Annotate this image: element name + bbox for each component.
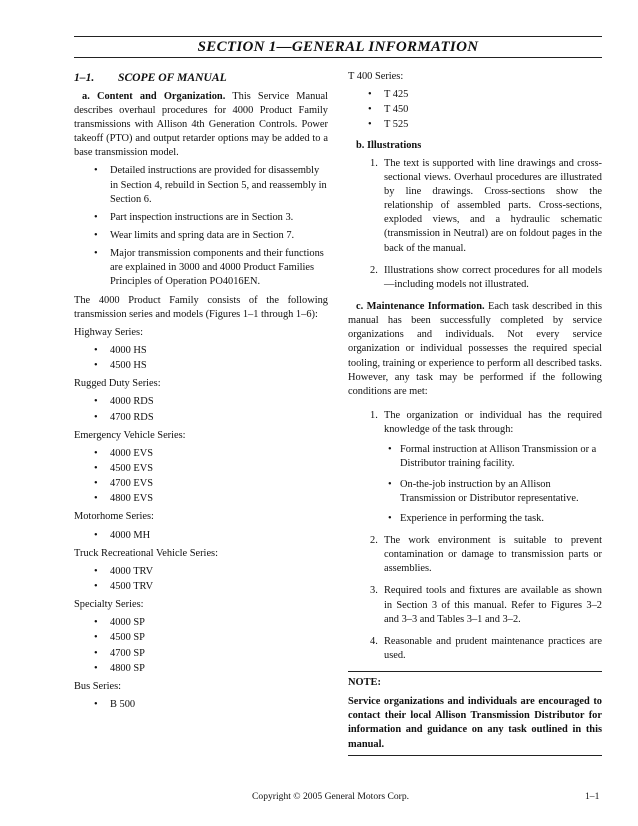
section-title: SECTION 1—GENERAL INFORMATION — [197, 38, 479, 55]
series-models-list — [74, 529, 328, 543]
condition-text: The work environment is suitable to prevent contamination or damage to transmission parts or assemblies. — [384, 534, 602, 575]
note-box — [348, 671, 602, 756]
maintenance-paragraph — [348, 300, 602, 399]
right-column — [348, 70, 602, 756]
model-item: • 4500 HS — [74, 359, 328, 373]
content-subhead: a. Content and Organization. — [82, 90, 226, 102]
condition-item — [348, 584, 602, 626]
model-item: • 4700 RDS — [74, 411, 328, 425]
model-item: • 4000 HS — [74, 344, 328, 358]
series-label: Motorhome Series: — [74, 511, 154, 523]
series-label: Emergency Vehicle Series: — [74, 429, 186, 441]
content-bullet-item: • Wear limits and spring data are in Section 7. — [74, 229, 328, 243]
series-label: Bus Series: — [74, 680, 122, 692]
content-bullet-item: • Major transmission components and their functions are explained in 3000 and 4000 Product Families Principles of Operation PO4016EN. — [74, 247, 328, 289]
model-item: • 4700 EVS — [74, 477, 328, 491]
series-models-list — [74, 344, 328, 373]
model-item: • T 525 — [348, 118, 602, 132]
series-label: Rugged Duty Series: — [74, 378, 161, 390]
t400-label: T 400 Series: — [348, 71, 404, 82]
condition-item: 1. The organization or individual has the required knowledge of the task through: • Formal instruction at Allison Transmission or a Distributor training facility. • On-the-job instruction by an Allison Transmission or Distributor representative. • Experience in performing the task. — [348, 409, 602, 526]
model-item: • 4800 EVS — [74, 492, 328, 506]
model-item: • B 500 — [74, 698, 328, 712]
content-bullet-item: • Part inspection instructions are in Section 3. — [74, 211, 328, 225]
knowledge-item: • On-the-job instruction by an Allison Transmission or Distributor representative. — [384, 478, 602, 506]
model-item: • T 450 — [348, 103, 602, 117]
series-group — [74, 429, 328, 507]
knowledge-item: • Experience in performing the task. — [384, 512, 602, 526]
knowledge-sub-list — [384, 443, 602, 526]
condition-item — [348, 534, 602, 576]
model-item: • 4000 SP — [74, 616, 328, 630]
series-models-list — [74, 565, 328, 594]
series-group — [74, 598, 328, 676]
conditions-list — [348, 409, 602, 663]
series-label: Truck Recreational Vehicle Series: — [74, 547, 218, 559]
model-item: • 4000 TRV — [74, 565, 328, 579]
model-item: • T 425 — [348, 88, 602, 102]
illustration-item — [348, 157, 602, 256]
series-models-list — [74, 447, 328, 507]
illustration-text: The text is supported with line drawings and cross-sectional views. Overhaul procedures are illustrated by line drawings. Cross-sections show the relationship of assembled parts. Cross-sections, exploded views, and a hydraulic schematic (transmission in Neutral) are on foldout pages in the back of the manual. — [384, 157, 602, 254]
series-group — [74, 326, 328, 373]
model-item: • 4500 EVS — [74, 462, 328, 476]
model-item: • 4000 EVS — [74, 447, 328, 461]
condition-text: Reasonable and prudent maintenance practices are used. — [384, 635, 602, 661]
series-models-list — [74, 698, 328, 712]
series-group — [74, 680, 328, 712]
series-group — [74, 377, 328, 424]
item-number: 1. — [370, 157, 378, 169]
section-header — [74, 36, 602, 58]
condition-text: The organization or individual has the required knowledge of the task through: — [384, 409, 602, 436]
item-number: 3. — [370, 585, 378, 597]
series-label: Highway Series: — [74, 326, 143, 338]
knowledge-item: • Formal instruction at Allison Transmission or a Distributor training facility. — [384, 443, 602, 471]
note-body: Service organizations and individuals are encouraged to contact their local Allison Transmission Distributor for information and guidance on any task outlined in this manual. — [348, 696, 602, 750]
left-column — [74, 70, 328, 716]
item-number: 2. — [370, 264, 378, 276]
t400-models-list — [348, 88, 602, 132]
content-paragraph — [74, 90, 328, 161]
illustrations-list — [348, 157, 602, 292]
content-bullet-item: • Detailed instructions are provided for disassembly in Section 4, rebuild in Section 5, and reassembly in Section 6. — [74, 164, 328, 206]
condition-text: Required tools and fixtures are available as shown in Section 3 of this manual. Refer to Figures 3–2 and 3–3 and Tables 3–1 and 3–2. — [384, 585, 602, 625]
model-item: • 4000 RDS — [74, 395, 328, 409]
illustrations-subhead: b. Illustrations — [356, 139, 422, 151]
series-models-list — [74, 395, 328, 424]
illustration-item — [348, 264, 602, 292]
note-title: NOTE: — [348, 677, 381, 689]
illustration-text: Illustrations show correct procedures for all models—including models not illustrated. — [384, 264, 602, 290]
item-number: 2. — [370, 534, 378, 546]
series-models-list — [74, 616, 328, 676]
series-group — [74, 510, 328, 542]
copyright-text: Copyright © 2005 General Motors Corp. — [252, 791, 410, 802]
family-paragraph: The 4000 Product Family consists of the following transmission series and models (Figures 1–1 through 1–6): — [74, 294, 328, 320]
section-number: 1–1. — [74, 71, 95, 84]
series-list — [74, 326, 328, 712]
content-text: This Service Manual describes overhaul procedures for 4000 Product Family transmissions with Allison 4th Generation Controls. Power takeoff (PTO) and output retarder options may be added to a base transmission model. — [74, 90, 328, 159]
item-number: 4. — [370, 635, 378, 647]
page-number: 1–1 — [585, 791, 600, 802]
series-label: Specialty Series: — [74, 599, 144, 611]
model-item: • 4700 SP — [74, 647, 328, 661]
content-bullet-list — [74, 164, 328, 289]
maintenance-subhead: c. Maintenance Information. — [356, 300, 485, 312]
series-group — [74, 547, 328, 594]
model-item: • 4500 TRV — [74, 580, 328, 594]
condition-item — [348, 635, 602, 663]
model-item: • 4800 SP — [74, 662, 328, 676]
model-item: • 4000 MH — [74, 529, 328, 543]
maintenance-text: Each task described in this manual has been successfully completed by service organizations and individuals. Not every service organization or individual possesses the required special tooling, training or experience to perform all described tasks. However, any task may be performed if the following conditions are met: — [348, 300, 602, 397]
section-heading: SCOPE OF MANUAL — [118, 71, 227, 84]
model-item: • 4500 SP — [74, 631, 328, 645]
scope-heading — [74, 70, 328, 86]
